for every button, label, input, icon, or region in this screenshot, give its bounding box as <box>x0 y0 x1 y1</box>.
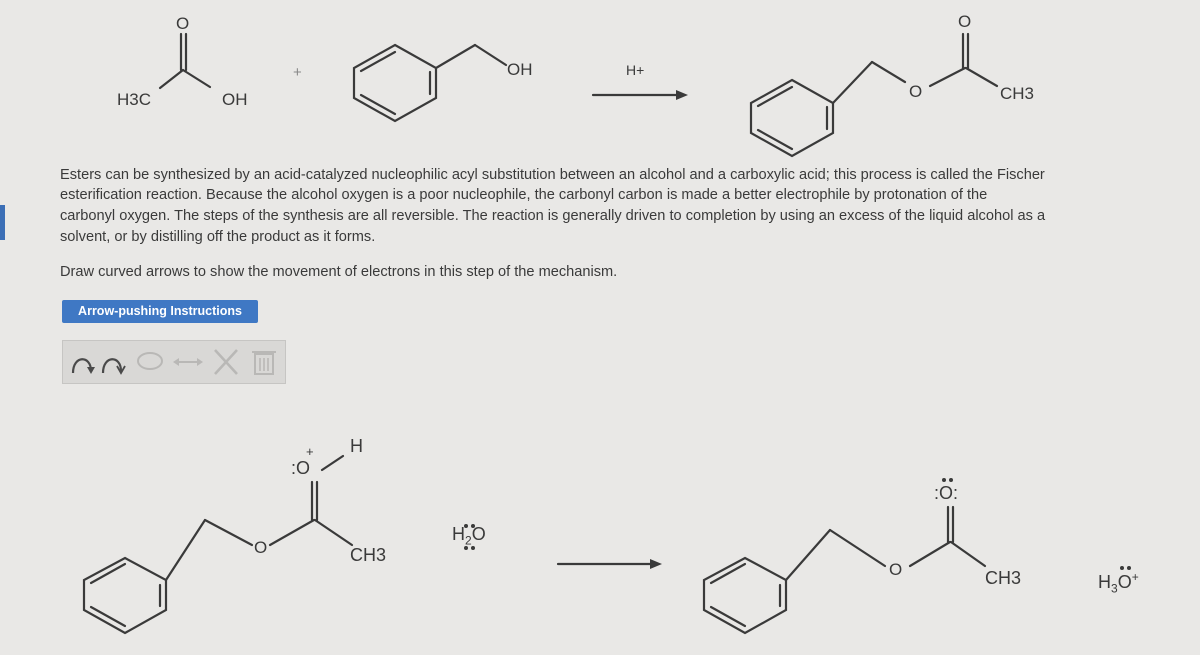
water-hydrogen: H <box>452 524 465 544</box>
hydronium-hydrogen: H <box>1098 572 1111 592</box>
arrow-pushing-instructions-button[interactable]: Arrow-pushing Instructions <box>62 300 258 323</box>
ester-product-bottom-bonds <box>704 507 985 633</box>
benzyl-alcohol-hydroxyl: OH <box>507 60 533 79</box>
mechanism-arrow <box>558 559 662 569</box>
ester-product-bonds <box>751 34 997 156</box>
description-line-4: solvent, or by distilling off the product as it forms. <box>60 229 376 245</box>
acetic-acid-bonds <box>160 34 210 88</box>
lasso-icon[interactable] <box>133 347 167 377</box>
ester-ring-oxygen: O <box>909 82 923 101</box>
water-subscript: 2 <box>465 533 472 548</box>
protonated-ester-oxygen[interactable]: O <box>254 538 268 557</box>
reaction-arrow <box>593 90 688 100</box>
acetic-acid-hydroxyl: OH <box>222 90 248 109</box>
hydronium-ion[interactable] <box>1098 570 1139 596</box>
instruction-text: Draw curved arrows to show the movement of electrons in this step of the mechanism. <box>60 264 618 280</box>
oxonium-oxygen[interactable]: :O <box>291 458 311 478</box>
hydronium-charge: + <box>1131 570 1139 584</box>
benzyl-alcohol-bonds <box>354 45 506 121</box>
acetic-acid-carbonyl-oxygen: O <box>176 14 190 33</box>
water-molecule[interactable] <box>452 524 486 548</box>
resonance-arrow-icon[interactable] <box>171 347 205 377</box>
single-curved-arrow-icon[interactable] <box>69 347 97 377</box>
acetic-acid-methyl: H3C <box>117 90 152 109</box>
acid-catalyst-label: H+ <box>626 62 645 78</box>
protonated-ester-methyl: CH3 <box>350 545 387 565</box>
delete-icon[interactable] <box>209 347 243 377</box>
product-methyl: CH3 <box>985 568 1022 588</box>
oxonium-proton[interactable]: H <box>350 436 363 456</box>
lone-pair-dots <box>464 478 1131 570</box>
double-curved-arrow-icon[interactable] <box>99 347 127 377</box>
oxonium-charge: + <box>306 444 314 459</box>
hydronium-oxygen[interactable]: O <box>1117 572 1132 592</box>
product-ester-oxygen[interactable]: O <box>889 560 903 579</box>
protonated-ester-bonds <box>84 456 352 633</box>
description-line-1: Esters can be synthesized by an acid-catalyzed nucleophilic acyl substitution between an alcohol and a carboxylic acid; this process is called the Fischer <box>60 167 1045 183</box>
description-line-3: carbonyl oxygen. The steps of the synthesis are all reversible. The reaction is generally driven to completion by using an excess of the liquid alcohol as a <box>60 208 1046 224</box>
plus-sign: + <box>293 64 302 81</box>
description-line-2: esterification reaction. Because the alcohol oxygen is a poor nucleophile, the carbonyl carbon is made a better electrophile by protonation of the <box>60 187 988 203</box>
drawing-toolbar <box>62 340 286 384</box>
ester-methyl: CH3 <box>1000 84 1035 103</box>
product-carbonyl-oxygen[interactable]: :O: <box>934 483 959 503</box>
hydronium-subscript: 3 <box>1111 581 1118 596</box>
trash-icon[interactable] <box>249 347 279 377</box>
ester-carbonyl-oxygen: O <box>958 12 972 31</box>
water-oxygen[interactable]: O <box>471 524 486 544</box>
